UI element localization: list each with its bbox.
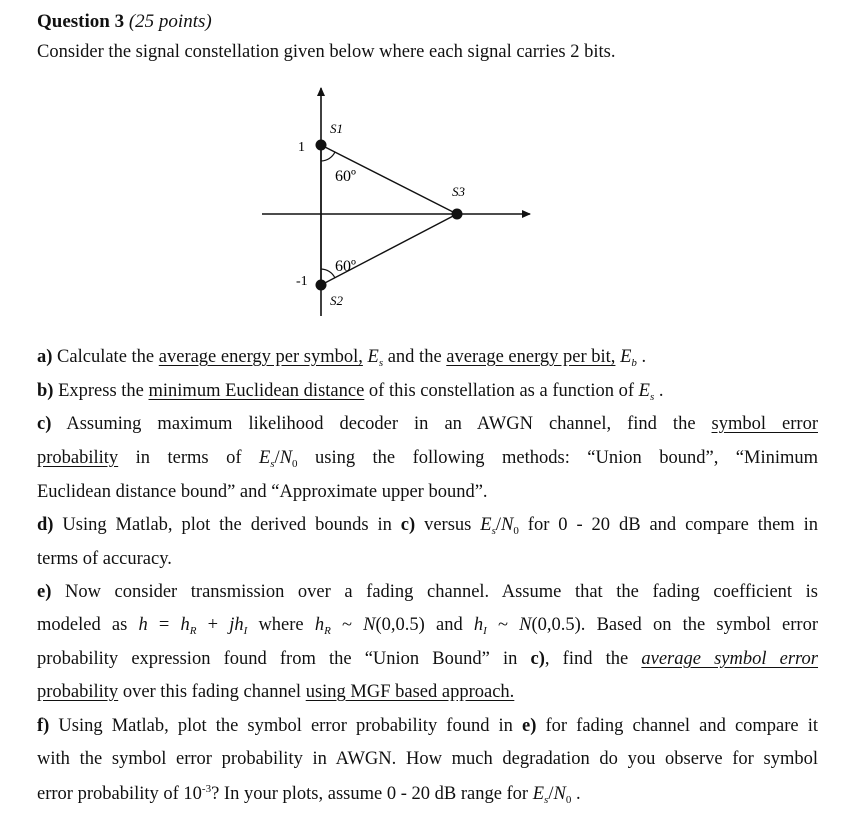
part-a: a) Calculate the average energy per symbol, $E_s$ and the average energy per bit, $E_b$ .	[37, 347, 647, 369]
part-f-line-1: f) Using Matlab, plot the symbol error probability found in e) for fading channel and compare it	[37, 716, 818, 736]
angle-arc-bottom	[321, 269, 335, 278]
part-e-line-2: modeled as $h = h_R + jh_I$ where $h_R$ ~ N(0,0.5) and $h_I$ ~ N(0,0.5). Based on the symbol error	[37, 615, 818, 637]
point-s1	[316, 140, 327, 151]
label-s3: S3	[452, 184, 465, 199]
point-s3	[452, 209, 463, 220]
part-f-label: f)	[37, 716, 50, 736]
part-c-label: c)	[37, 414, 52, 434]
label-s2: S2	[330, 293, 343, 308]
part-d-label: d)	[37, 515, 54, 535]
point-s2	[316, 280, 327, 291]
part-f-line-2: with the symbol error probability in AWGN. How much degradation do you observe for symbol	[37, 749, 818, 769]
angle-arc-top	[321, 152, 335, 161]
question-number: Question 3	[37, 11, 125, 32]
angle-label-bottom: 60º	[335, 258, 356, 275]
part-b-label: b)	[37, 381, 54, 401]
part-d-line-1: d) Using Matlab, plot the derived bounds in c) versus $E_s/N_0$ for 0 - 20 dB and compare them in	[37, 515, 819, 537]
part-c-line-3: Euclidean distance bound” and “Approximate upper bound”.	[37, 482, 488, 502]
part-e-line-4: probability over this fading channel using MGF based approach.	[37, 682, 515, 702]
part-e-label: e)	[37, 582, 52, 602]
question-heading	[37, 11, 212, 33]
part-d-line-2: terms of accuracy.	[37, 549, 172, 569]
part-e-line-1: e) Now consider transmission over a fading channel. Assume that the fading coefficient is	[37, 582, 818, 602]
part-f-line-3: error probability of $10^{-3}$? In your plots, assume 0 - 20 dB range for $E_s/N_0$ .	[37, 783, 581, 806]
tick-label-1: 1	[298, 140, 305, 155]
label-s1: S1	[330, 121, 343, 136]
constellation-figure	[250, 78, 550, 323]
question-intro: Consider the signal constellation given below where each signal carries 2 bits.	[37, 42, 616, 62]
part-c-line-2: probability in terms of $E_s/N_0$ using the following methods: “Union bound”, “Minimum	[37, 448, 819, 470]
part-a-label: a)	[37, 347, 53, 367]
part-b: b) Express the minimum Euclidean distance of this constellation as a function of $E_s$ .	[37, 381, 664, 403]
tick-label-minus-1: -1	[296, 274, 308, 289]
avg-energy-symbol: average energy per symbol,	[158, 347, 363, 367]
part-e-line-3: probability expression found from the “Union Bound” in c), find the average symbol error	[37, 649, 819, 669]
avg-energy-bit: average energy per bit,	[446, 347, 616, 367]
angle-label-top: 60º	[335, 168, 356, 185]
question-points: (25 points)	[128, 11, 212, 32]
min-euclidean-distance: minimum Euclidean distance	[148, 381, 365, 401]
part-c-line-1: c) Assuming maximum likelihood decoder in an AWGN channel, find the symbol error	[37, 414, 818, 434]
